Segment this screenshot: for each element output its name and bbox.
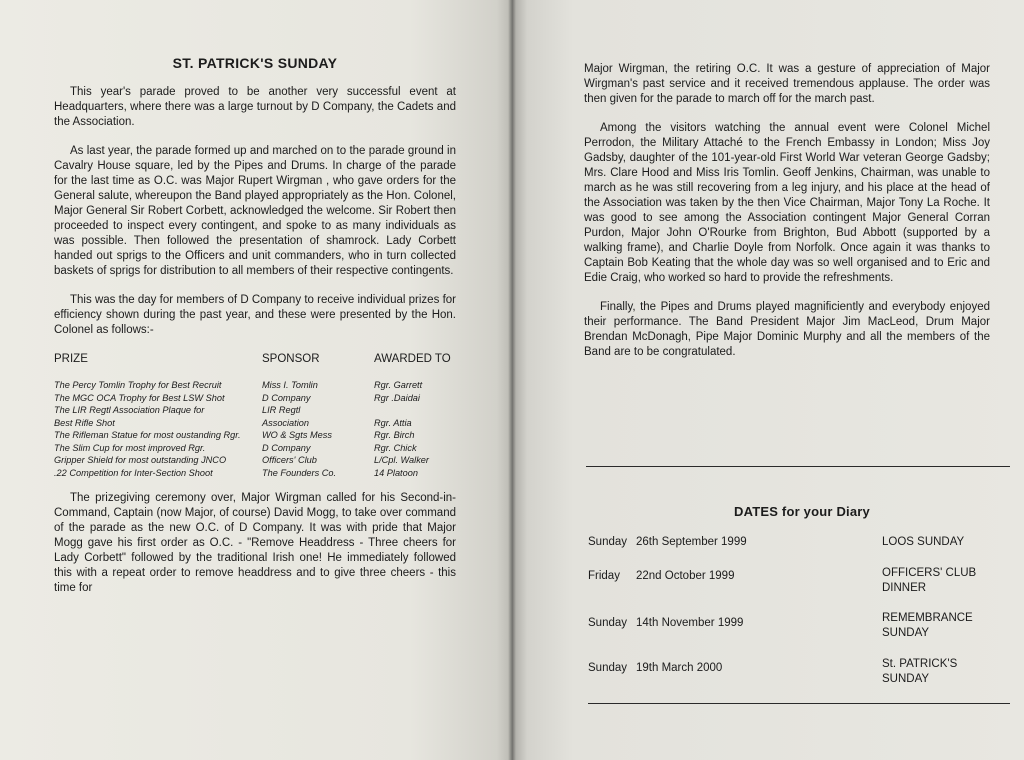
prize-column-header: PRIZE [54, 353, 88, 365]
divider [586, 466, 1010, 467]
divider [588, 703, 1010, 704]
awarded-cell: L/Cpl. Walker [374, 455, 429, 465]
diary-day: Sunday [588, 662, 628, 674]
table-row [54, 392, 456, 405]
article-paragraph: Among the visitors watching the annual event were Colonel Michel Perrodon, the Military Attaché to the French Embassy in London; Miss Joy Gadsby, daughter of the 101-year-old First World War veteran George Gadsby; Mrs. Clare Hood and Miss Iris Tomlin. Geoff Jenkins, Chairman, was unable to march as he was still recovering from a leg injury, and his place at the head of the Association was taken by the then Vice Chairman, Major Tony La Roche. It was good to see among the Association contingent Major General Corran Purdon, Major John O'Rourke from Brighton, Bud Abbott (supported by a walking frame), and Charlie Doyle from Norfolk. Once again it was thanks to Captain Bob Keating that the whole day was so well organised and to Eric and Edie Craig, who worked so hard to provide the refreshments. [584, 122, 990, 284]
sponsor-cell: Officers' Club [262, 455, 317, 465]
awarded-cell: Rgr .Daidai [374, 392, 420, 403]
sponsor-cell: The Founders Co. [262, 467, 337, 478]
prize-table [54, 379, 456, 479]
sponsor-cell: WO & Sgts Mess [262, 430, 332, 440]
diary-day: Friday [588, 570, 620, 582]
diary-event: REMEMBRANCE SUNDAY [882, 612, 973, 639]
diary-event: OFFICERS' CLUB DINNER [882, 567, 977, 594]
prize-cell: The LIR Regtl Association Plaque for [54, 405, 205, 415]
table-row [54, 404, 456, 417]
sponsor-cell: Association [262, 417, 309, 428]
prize-table-header [54, 352, 456, 367]
diary-date: 14th November 1999 [636, 617, 744, 629]
article-paragraph: Major Wirgman, the retiring O.C. It was a gesture of appreciation of Major Wirgman's past service and it received tremendous applause. The order was then given for the parade to march off for the march past. [584, 63, 990, 105]
diary-event: LOOS SUNDAY [882, 536, 965, 548]
table-row [54, 379, 456, 392]
table-row [54, 467, 456, 480]
awarded-cell: 14 Platoon [374, 467, 418, 478]
sponsor-cell: Miss I. Tomlin [262, 380, 318, 390]
article-paragraph: As last year, the parade formed up and marched on to the parade ground in Cavalry House square, led by the Pipes and Drums. In charge of the parade for the last time as O.C. was Major Rupert Wirgman , who gave orders for the General salute, whereupon the Band played appropriately as the Hon. Colonel, Major General Sir Robert Corbett, acknowledged the welcome. Sir Robert then proceeded to inspect every contingent, and spoke to as many individuals as was possible. Then followed the presentation of shamrock. Lady Corbett handed out sprigs to the Officers and unit commanders, who in turn collected baskets of sprigs for distribution to all members of their respective contingents. [54, 145, 456, 277]
diary-date: 19th March 2000 [636, 662, 723, 674]
awarded-cell: Rgr. Birch [374, 430, 415, 440]
sponsor-cell: D Company [262, 392, 311, 403]
awarded-cell: Rgr. Garrett [374, 380, 423, 390]
prize-cell: The Slim Cup for most improved Rgr. [54, 442, 206, 453]
table-row [54, 442, 456, 455]
prize-cell: The Rifleman Statue for most oustanding Rgr. [54, 430, 241, 440]
article-paragraph: This was the day for members of D Company to receive individual prizes for efficiency shown during the past year, and these were presented by the Hon. Colonel as follows:- [54, 294, 456, 336]
diary-day: Sunday [588, 536, 628, 548]
prize-cell: Best Rifle Shot [54, 417, 115, 428]
awarded-cell: Rgr. Attia [374, 417, 412, 428]
diary-event: St. PATRICK'S SUNDAY [882, 658, 958, 685]
sponsor-cell: D Company [262, 442, 311, 453]
prize-cell: Gripper Shield for most outstanding JNCO [54, 455, 227, 465]
article-title: ST. PATRICK'S SUNDAY [172, 55, 338, 71]
diary-date: 26th September 1999 [636, 536, 747, 548]
diary-date: 22nd October 1999 [636, 570, 735, 582]
table-row [54, 429, 456, 442]
prize-cell: The MGC OCA Trophy for Best LSW Shot [54, 392, 225, 403]
awarded-column-header: AWARDED TO [374, 353, 451, 365]
article-paragraph: The prizegiving ceremony over, Major Wirgman called for his Second-in-Command, Captain (now Major, of course) David Mogg, to take over command of the parade as the new O.C. of D Company. It was with pride that Major Mogg gave his first order as O.C. - "Remove Headdress - Three cheers for Lady Corbett" followed by the traditional Irish one! He immediately followed this with a repeat order to remove headdress and to give three cheers - this time for [54, 492, 456, 594]
prize-cell: The Percy Tomlin Trophy for Best Recruit [54, 380, 222, 390]
right-page [512, 0, 1024, 760]
sponsor-column-header: SPONSOR [262, 353, 320, 365]
book-gutter [508, 0, 516, 760]
awarded-cell [374, 404, 456, 417]
right-page-content [584, 62, 990, 374]
table-row [54, 454, 456, 467]
left-page-content [54, 56, 456, 610]
article-paragraph: This year's parade proved to be another very successful event at Headquarters, where there was a large turnout by D Company, the Cadets and the Association. [54, 86, 456, 128]
sponsor-cell: LIR Regtl [262, 405, 301, 415]
table-row [54, 417, 456, 430]
diary-day: Sunday [588, 617, 628, 629]
diary-title: DATES for your Diary [734, 504, 870, 519]
article-paragraph: Finally, the Pipes and Drums played magnificiently and everybody enjoyed their performance. The Band President Major Jim MacLeod, Drum Major Brendan McDonagh, Pipe Major Dominic Murphy and all the members of the Band are to be congratulated. [584, 301, 990, 358]
prize-cell: .22 Competition for Inter-Section Shoot [54, 467, 213, 478]
awarded-cell: Rgr. Chick [374, 442, 417, 453]
